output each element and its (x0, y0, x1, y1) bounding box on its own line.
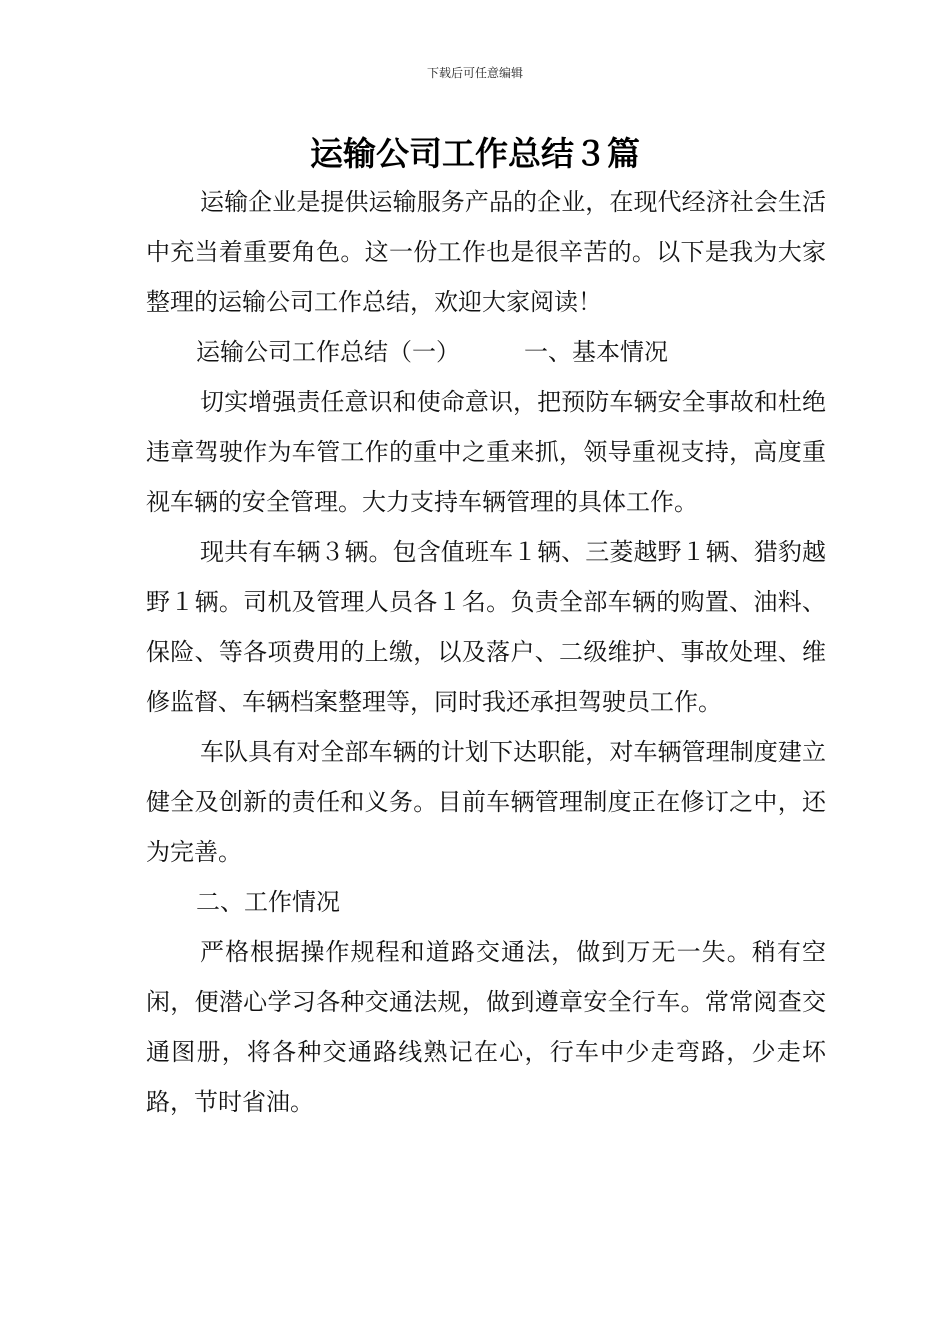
section-two-heading: 二、工作情况 (196, 888, 340, 916)
intro-paragraph: 运输企业是提供运输服务产品的企业，在现代经济社会生活中充当着重要角色。这一份工作也是很辛苦的。以下是我为大家整理的运输公司工作总结，欢迎大家阅读！ (146, 188, 826, 316)
section-one-heading-line (146, 327, 826, 377)
document-body (146, 177, 826, 1127)
header-note: 下载后可任意编辑 (426, 66, 523, 80)
body-paragraph: 车队具有对全部车辆的计划下达职能，对车辆管理制度建立健全及创新的责任和义务。目前车辆管理制度正在修订之中，还为完善。 (146, 738, 826, 866)
document-title: 运输公司工作总结３篇 (310, 134, 640, 173)
body-paragraph: 现共有车辆３辆。包含值班车１辆、三菱越野１辆、猎豹越野１辆。司机及管理人员各１名。负责全部车辆的购置、油料、保险、等各项费用的上缴，以及落户、二级维护、事故处理、维修监督、车辆档案整理等，同时我还承担驾驶员工作。 (146, 538, 826, 716)
section-one-title: 运输公司工作总结（一） (196, 338, 460, 366)
section-one-heading: 一、基本情况 (524, 338, 668, 366)
body-paragraph: 严格根据操作规程和道路交通法，做到万无一失。稍有空闲，便潜心学习各种交通法规，做到遵章安全行车。常常阅查交通图册，将各种交通路线熟记在心，行车中少走弯路，少走坏路，节时省油。 (146, 938, 826, 1116)
body-paragraph: 切实增强责任意识和使命意识，把预防车辆安全事故和杜绝违章驾驶作为车管工作的重中之重来抓，领导重视支持，高度重视车辆的安全管理。大力支持车辆管理的具体工作。 (146, 388, 826, 516)
